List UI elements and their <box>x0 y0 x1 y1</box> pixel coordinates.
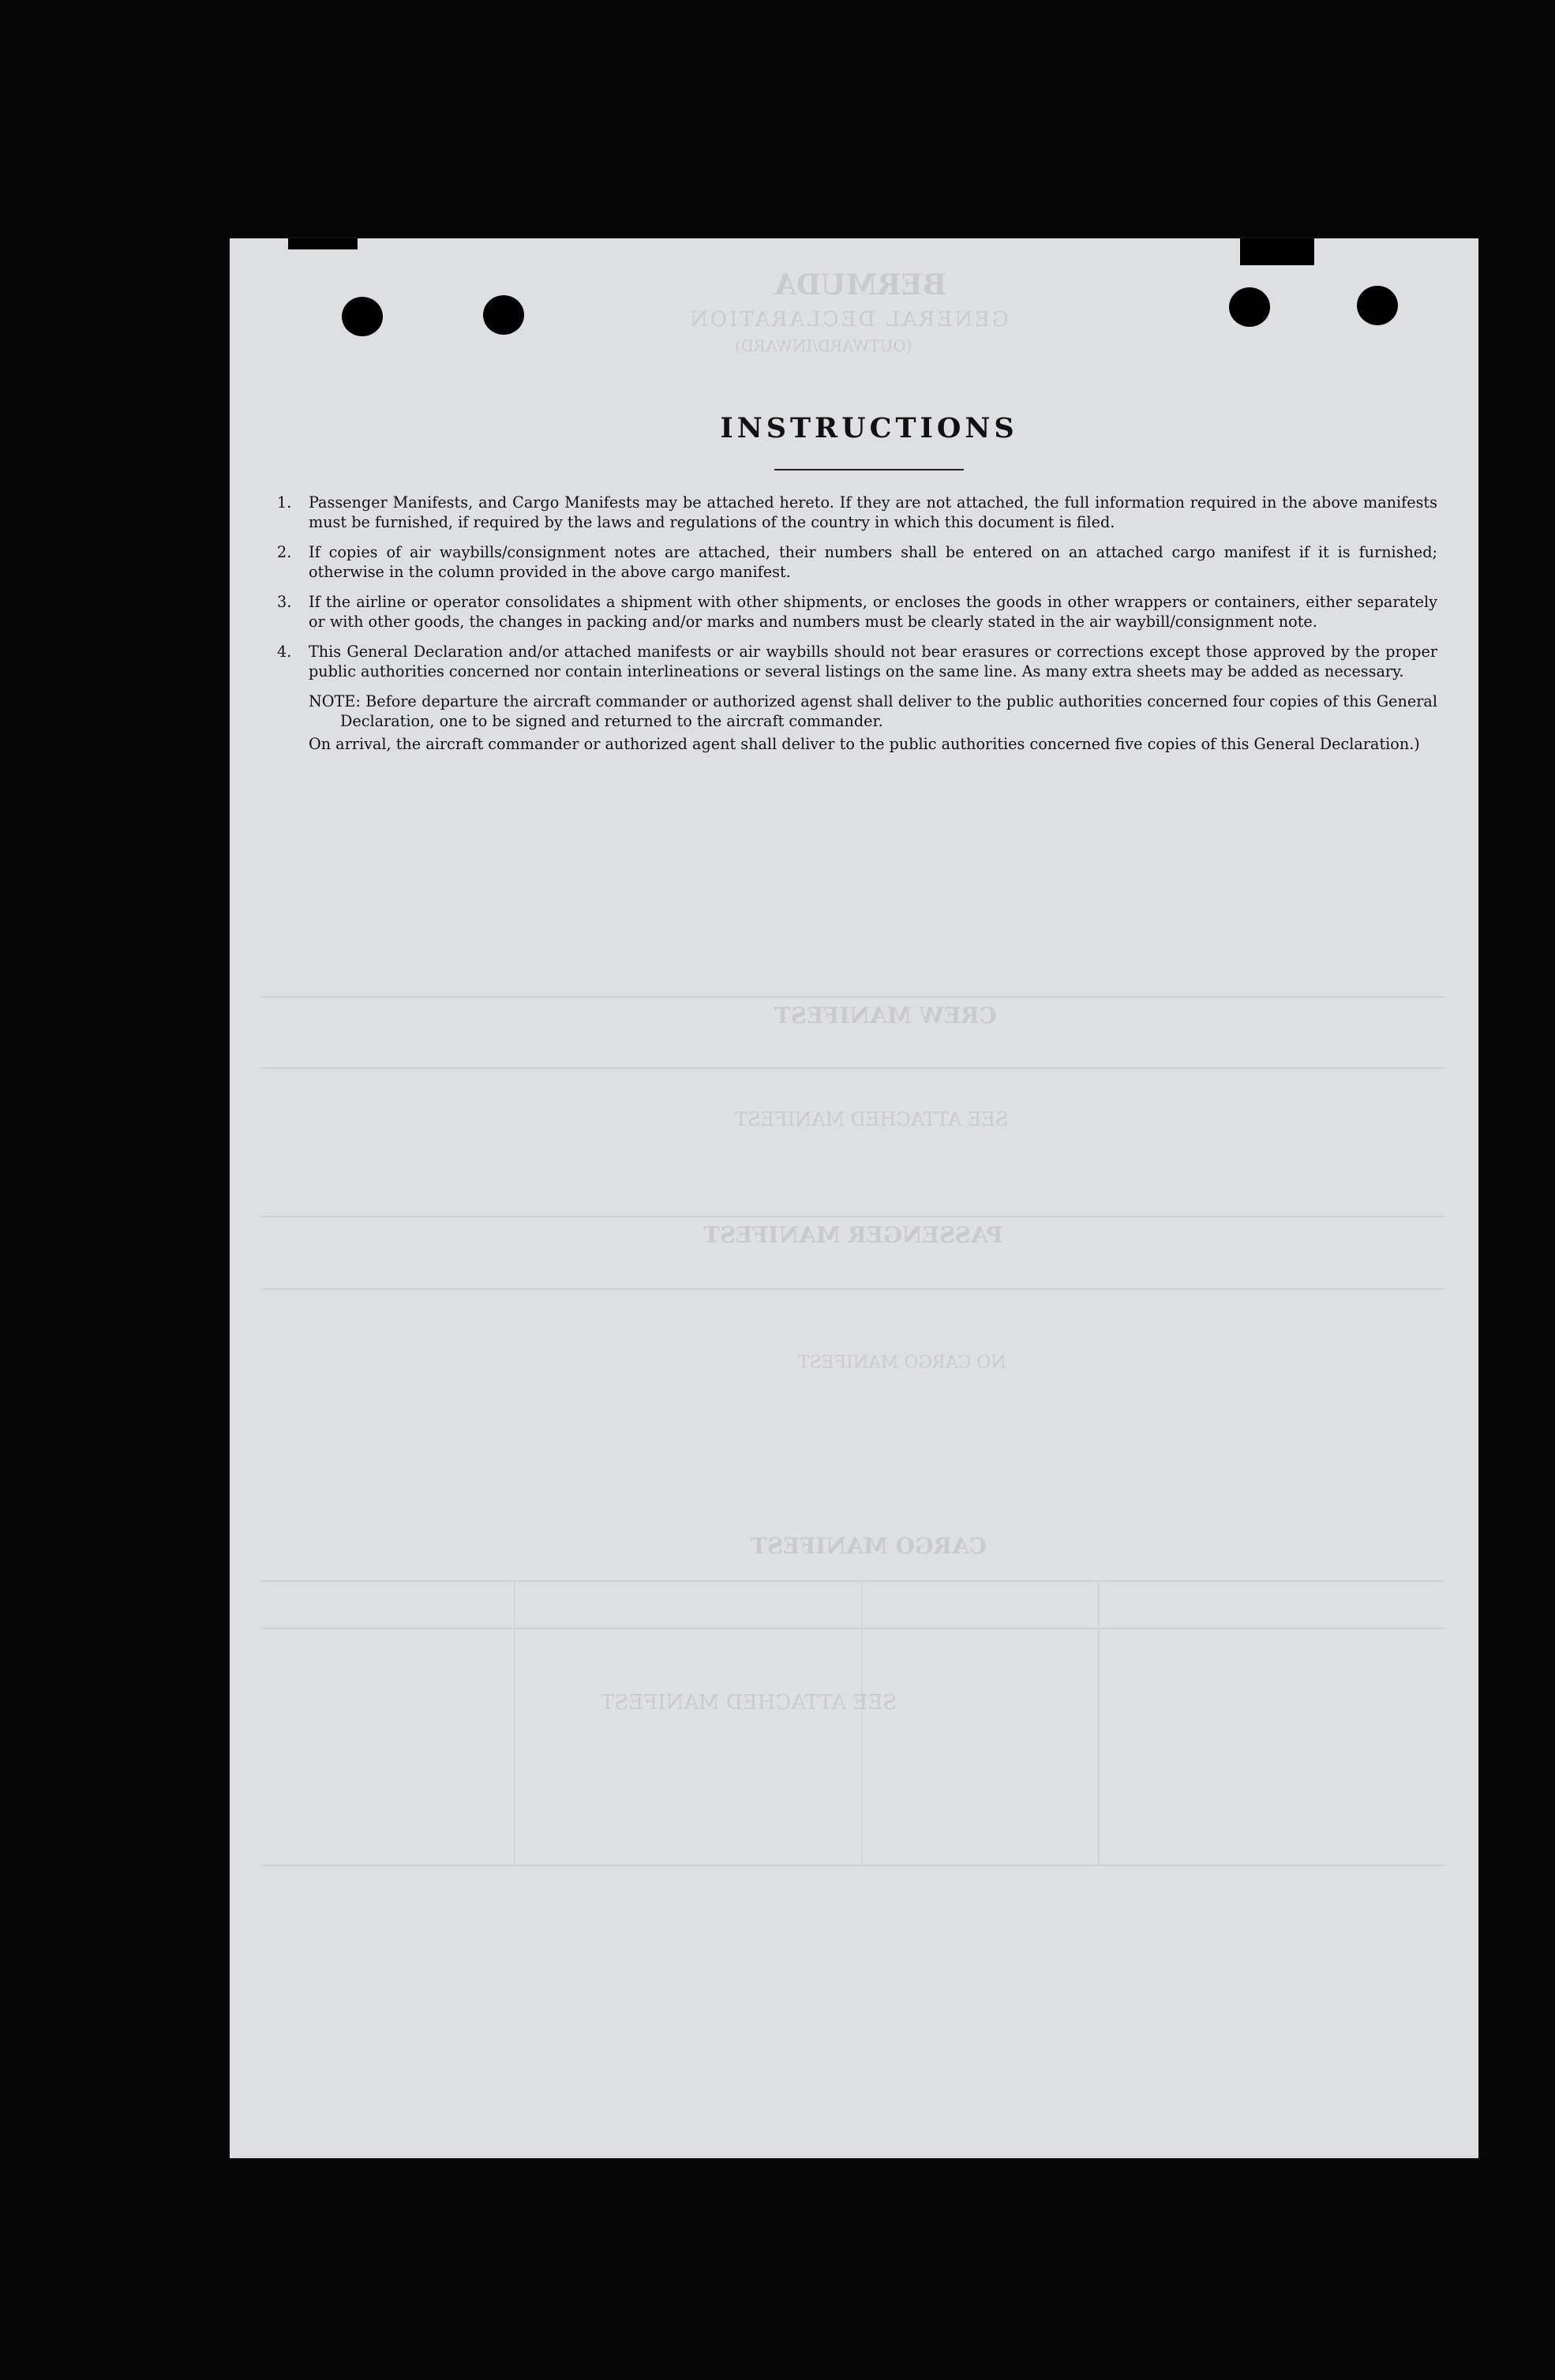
instruction-text: Passenger Manifests, and Cargo Manifests may be attached hereto. If they are not attached, the full information required in the above manifests must be furnished, if required by the laws and regulations of the country in which this document is filed. <box>309 493 1437 531</box>
instructions-list <box>277 493 1437 754</box>
bleed-through-rule <box>261 1067 1445 1069</box>
bleed-through-attached: SEE ATTACHED MANIFEST <box>735 1108 1009 1130</box>
bleed-through-column-rule <box>1098 1580 1100 1865</box>
bleed-through-rule <box>261 1628 1445 1629</box>
bleed-through-subtitle: GENERAL DECLARATION <box>688 308 1009 332</box>
bleed-through-rule <box>261 1288 1445 1290</box>
note-departure-text: Before departure the aircraft commander or authorized agenst shall deliver to the public authorities concerned four copies of this General Declaration, one to be signed and returned to the aircraft commander. <box>340 692 1437 730</box>
document-page <box>230 238 1478 2158</box>
heading-underline <box>774 469 964 470</box>
clip-mark-left <box>288 238 358 249</box>
punch-hole <box>342 297 383 336</box>
bleed-through-subtitle2: (OUTWARD/INWARD) <box>735 336 912 355</box>
instruction-number: 2. <box>277 543 292 561</box>
instruction-text: If the airline or operator consolidates a shipment with other shipments, or encloses the goods in other wrappers or containers, either separately or with other goods, the changes in packing and/or marks and numbers must be clearly stated in the air waybill/consignment note. <box>309 593 1437 631</box>
instruction-text: If copies of air waybills/consignment notes are attached, their numbers shall be entered on an attached cargo manifest if it is furnished; otherwise in the column provided in the above cargo manifest. <box>309 543 1437 581</box>
instruction-text: This General Declaration and/or attached manifests or air waybills should not bear erasures or corrections except those approved by the proper public authorities concerned nor contain interlineations or several listings on the same line. As many extra sheets may be added as necessary. <box>309 643 1437 680</box>
bleed-through-rule <box>261 996 1445 998</box>
note-departure <box>309 692 1437 731</box>
page-title: INSTRUCTIONS <box>720 412 1018 444</box>
instruction-number: 3. <box>277 593 292 611</box>
note-block <box>277 692 1437 754</box>
bleed-through-column-rule <box>514 1580 515 1865</box>
bleed-through-attached: SEE ATTACHED MANIFEST <box>601 1691 897 1715</box>
instruction-number: 4. <box>277 643 292 661</box>
punch-hole <box>1357 286 1398 325</box>
instruction-item <box>277 542 1437 582</box>
instruction-number: 1. <box>277 493 292 512</box>
bleed-through-rule <box>261 1216 1445 1217</box>
bleed-through-passenger-manifest: PASSENGER MANIFEST <box>703 1222 1003 1248</box>
clip-mark-right <box>1240 238 1314 265</box>
bleed-through-rule <box>261 1580 1445 1582</box>
instruction-item <box>277 493 1437 532</box>
instruction-item <box>277 592 1437 632</box>
bleed-through-stamp: NO CARGO MANIFEST <box>798 1353 1006 1373</box>
bleed-through-cargo-manifest: CARGO MANIFEST <box>751 1533 987 1559</box>
bleed-through-title: BERMUDA <box>774 268 947 302</box>
punch-hole <box>483 295 524 335</box>
bleed-through-crew-manifest: CREW MANIFEST <box>774 1003 997 1029</box>
note-label: NOTE: <box>309 692 361 710</box>
bleed-through-column-rule <box>861 1580 863 1865</box>
instruction-item <box>277 642 1437 681</box>
bleed-through-rule <box>261 1865 1445 1866</box>
note-arrival: On arrival, the aircraft commander or authorized agent shall deliver to the public authorities concerned five copies of this General Declaration.) <box>309 735 1420 753</box>
punch-hole <box>1229 287 1270 327</box>
